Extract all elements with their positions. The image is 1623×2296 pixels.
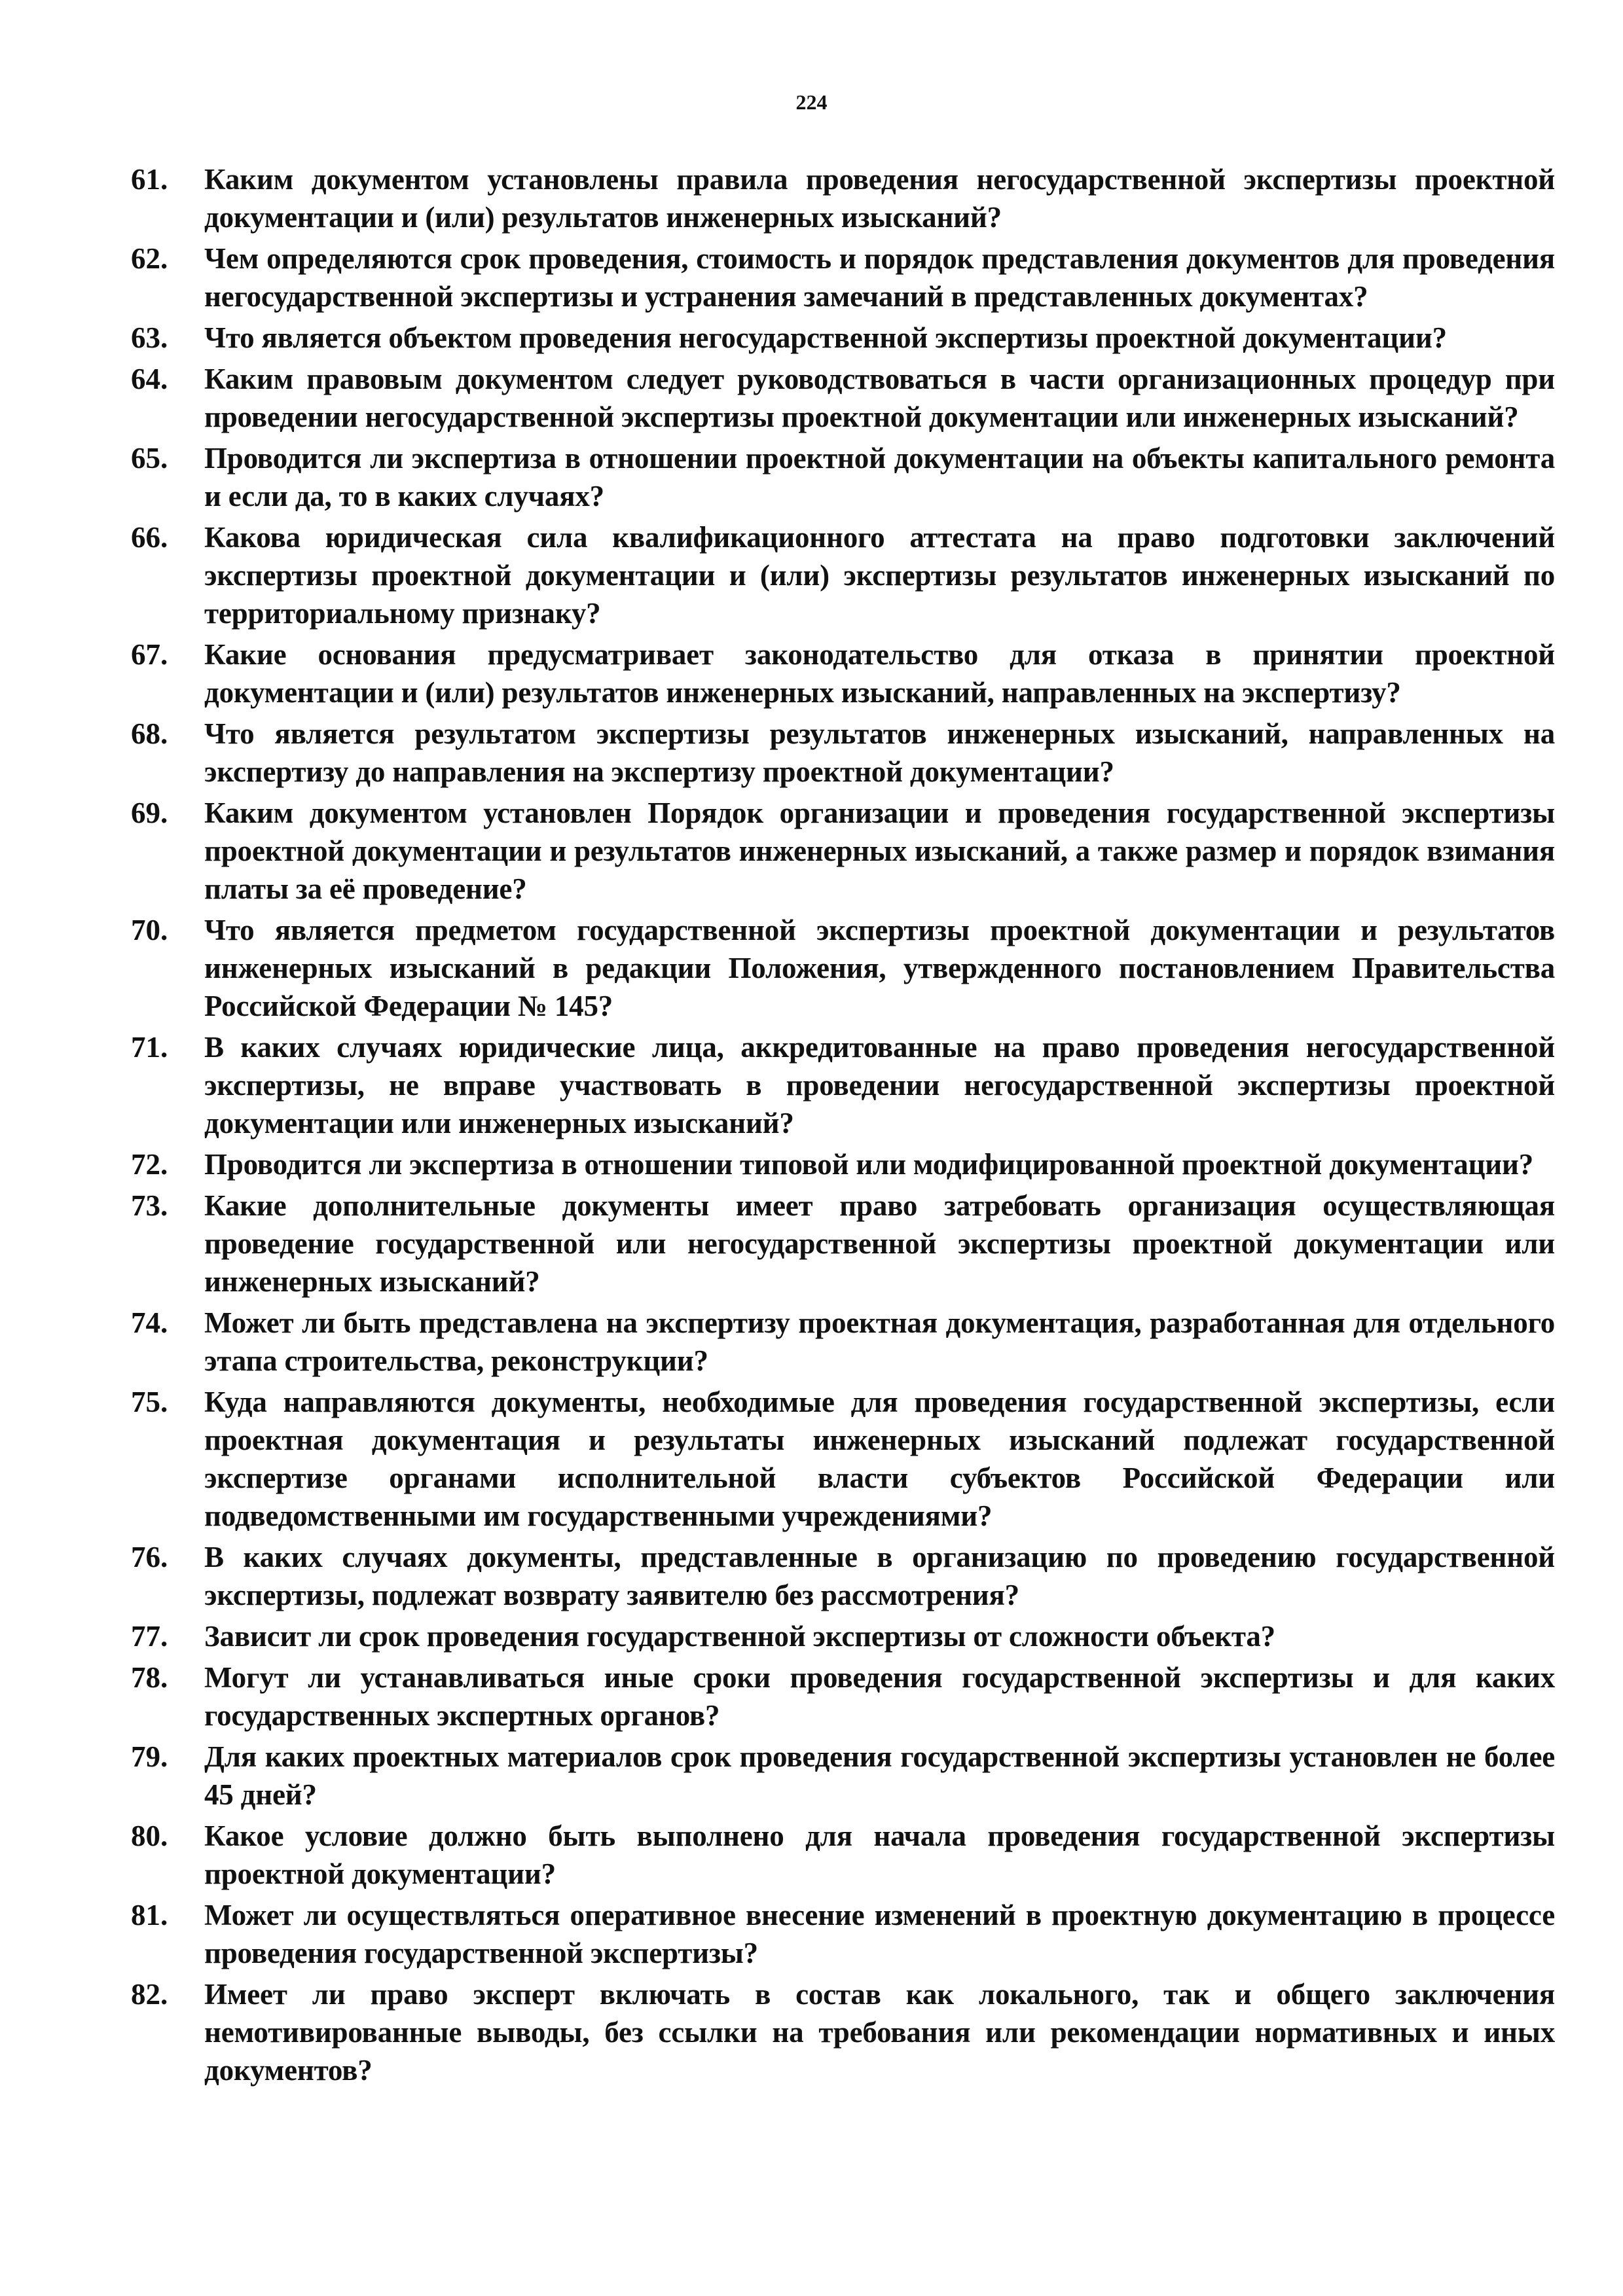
question-item xyxy=(131,1659,1555,1734)
page-number: 224 xyxy=(795,90,828,114)
question-number: 79. xyxy=(131,1740,168,1773)
question-number: 80. xyxy=(131,1820,168,1852)
question-item xyxy=(131,1817,1555,1893)
question-number: 78. xyxy=(131,1661,168,1694)
question-number: 67. xyxy=(131,638,168,671)
question-number: 72. xyxy=(131,1148,168,1181)
question-number: 75. xyxy=(131,1386,168,1418)
question-number: 63. xyxy=(131,321,168,354)
question-item xyxy=(131,1187,1555,1300)
question-number: 68. xyxy=(131,717,168,750)
question-text: Каким документом установлены правила проведения негосударственной экспертизы проектной документации и (или) результатов инженерных изысканий? xyxy=(204,163,1555,234)
question-text: Какие основания предусматривает законодательство для отказа в принятии проектной документации и (или) результатов инженерных изысканий, направленных на экспертизу? xyxy=(204,638,1555,709)
question-item xyxy=(131,794,1555,908)
question-item xyxy=(131,240,1555,315)
question-list xyxy=(131,160,1555,2092)
question-text: Может ли быть представлена на экспертизу проектная документация, разработанная для отдельного этапа строительства, реконструкции? xyxy=(204,1306,1555,1377)
question-number: 77. xyxy=(131,1620,168,1653)
question-number: 76. xyxy=(131,1541,168,1573)
question-item xyxy=(131,518,1555,632)
question-text: Каким документом установлен Порядок организации и проведения государственной экспертизы проектной документации и результатов инженерных изысканий, а также размер и порядок взимания платы за её проведение? xyxy=(204,797,1555,905)
question-number: 64. xyxy=(131,363,168,395)
question-item xyxy=(131,1538,1555,1614)
question-item xyxy=(131,1383,1555,1535)
question-text: Какое условие должно быть выполнено для начала проведения государственной экспертизы проектной документации? xyxy=(204,1820,1555,1890)
question-item xyxy=(131,1738,1555,1814)
question-item xyxy=(131,1028,1555,1142)
question-number: 81. xyxy=(131,1899,168,1931)
question-number: 73. xyxy=(131,1189,168,1222)
question-number: 62. xyxy=(131,242,168,275)
question-text: Каким правовым документом следует руководствоваться в части организационных процедур при проведении негосударственной экспертизы проектной документации или инженерных изысканий? xyxy=(204,363,1555,433)
question-number: 69. xyxy=(131,797,168,829)
question-text: Какие дополнительные документы имеет право затребовать организация осуществляющая проведение государственной или негосударственной экспертизы проектной документации или инженерных изысканий? xyxy=(204,1189,1555,1298)
question-item xyxy=(131,1304,1555,1380)
question-text: Куда направляются документы, необходимые для проведения государственной экспертизы, если проектная документация и результаты инженерных изысканий подлежат государственной экспертизе органами исполнительной власти субъектов Российской Федерации или подведомственными им государственными учреждениями? xyxy=(204,1386,1555,1532)
question-text: Что является результатом экспертизы результатов инженерных изысканий, направленных на экспертизу до направления на экспертизу проектной документации? xyxy=(204,717,1555,788)
question-text: Зависит ли срок проведения государственной экспертизы от сложности объекта? xyxy=(204,1620,1275,1653)
question-item xyxy=(131,319,1555,357)
question-text: Проводится ли экспертиза в отношении типовой или модифицированной проектной документации? xyxy=(204,1148,1534,1181)
question-item xyxy=(131,715,1555,791)
question-item xyxy=(131,911,1555,1025)
question-item xyxy=(131,439,1555,515)
question-text: Чем определяются срок проведения, стоимость и порядок представления документов для проведения негосударственной экспертизы и устранения замечаний в представленных документах? xyxy=(204,242,1555,313)
question-text: Проводится ли экспертиза в отношении проектной документации на объекты капитального ремонта и если да, то в каких случаях? xyxy=(204,442,1555,512)
question-number: 65. xyxy=(131,442,168,475)
question-number: 71. xyxy=(131,1031,168,1064)
question-item xyxy=(131,360,1555,436)
question-item xyxy=(131,1145,1555,1183)
question-text: В каких случаях юридические лица, аккредитованные на право проведения негосударственной экспертизы, не вправе участвовать в проведении негосударственной экспертизы проектной документации или инженерных изысканий? xyxy=(204,1031,1555,1139)
question-text: Что является объектом проведения негосударственной экспертизы проектной документации? xyxy=(204,321,1447,354)
question-number: 70. xyxy=(131,914,168,946)
question-text: Может ли осуществляться оперативное внесение изменений в проектную документацию в процессе проведения государственной экспертизы? xyxy=(204,1899,1555,1969)
question-number: 66. xyxy=(131,521,168,554)
question-item xyxy=(131,1975,1555,2089)
question-text: Могут ли устанавливаться иные сроки проведения государственной экспертизы и для каких государственных экспертных органов? xyxy=(204,1661,1555,1732)
question-text: Какова юридическая сила квалификационного аттестата на право подготовки заключений экспертизы проектной документации и (или) экспертизы результатов инженерных изысканий по территориальному признаку? xyxy=(204,521,1555,630)
question-number: 61. xyxy=(131,163,168,196)
question-text: Для каких проектных материалов срок проведения государственной экспертизы установлен не более 45 дней? xyxy=(204,1740,1555,1811)
question-item xyxy=(131,1896,1555,1972)
question-text: Что является предметом государственной экспертизы проектной документации и результатов инженерных изысканий в редакции Положения, утвержденного постановлением Правительства Российской Федерации № 145? xyxy=(204,914,1555,1022)
question-item xyxy=(131,1617,1555,1655)
question-text: В каких случаях документы, представленные в организацию по проведению государственной экспертизы, подлежат возврату заявителю без рассмотрения? xyxy=(204,1541,1555,1611)
question-number: 74. xyxy=(131,1306,168,1339)
question-text: Имеет ли право эксперт включать в состав как локального, так и общего заключения немотивированные выводы, без ссылки на требования или рекомендации нормативных и иных документов? xyxy=(204,1978,1555,2087)
question-item xyxy=(131,636,1555,711)
question-number: 82. xyxy=(131,1978,168,2011)
question-item xyxy=(131,160,1555,236)
